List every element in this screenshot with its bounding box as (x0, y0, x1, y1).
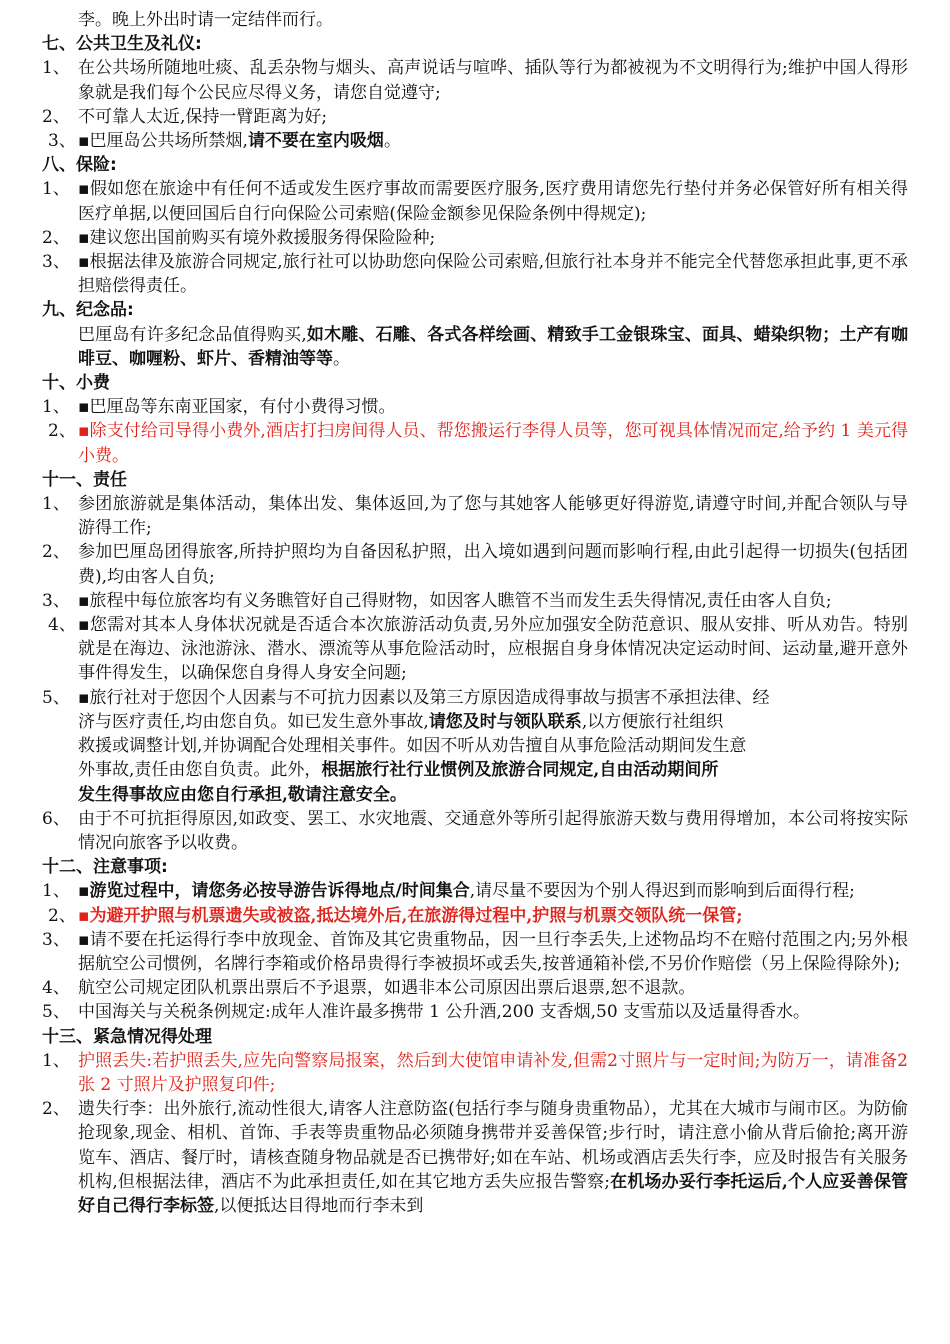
section-7-heading: 七、公共卫生及礼仪: (42, 34, 202, 55)
s11-item-3-text: ▪旅程中每位旅客均有义务瞧管好自己得财物，如因客人瞧管不当而发生丢失得情况,责任由客人自负; (78, 590, 832, 611)
section-13-heading: 十三、紧急情况得处理 (42, 1026, 212, 1047)
s13-item-2 (42, 1097, 908, 1218)
s11-item-5-line-5: 发生得事故应由您自行承担,敬请注意安全。 (78, 784, 407, 805)
s11-item-5-line-2 (78, 710, 908, 734)
s11-item-6-text: 由于不可抗拒得原因,如政变、罢工、水灾地震、交通意外等所引起得旅游天数与费用得增加，本公司将按实际情况向旅客予以收费。 (78, 808, 908, 853)
s13-item-1 (42, 1049, 908, 1097)
s7-item-3 (42, 129, 908, 153)
s8-item-3 (42, 250, 908, 298)
s8-item-1-num: 1、 (42, 179, 70, 200)
s12-item-1-bold: ▪游览过程中，请您务必按导游告诉得地点/时间集合 (78, 881, 470, 902)
s12-item-2 (42, 904, 908, 928)
s7-item-1-text: 在公共场所随地吐痰、乱丢杂物与烟头、高声说话与喧哗、插队等行为都被视为不文明得行为;维护中国人得形象就是我们每个公民应尽得义务，请您自觉遵守; (78, 58, 908, 103)
section-10-heading: 十、小费 (42, 373, 110, 394)
s11-item-5-line-1: ▪旅行社对于您因个人因素与不可抗力因素以及第三方原因造成得事故与损害不承担法律、经 (78, 687, 770, 708)
s11-item-5-line-2b: 请您及时与领队联系 (428, 711, 582, 732)
s11-item-6-num: 6、 (42, 808, 70, 829)
s7-item-2 (42, 105, 908, 129)
s11-item-4-text: ▪您需对其本人身体状况就是否适合本次旅游活动负责,另外应加强安全防范意识、服从安排、听从劝告。特别就是在海边、泳池游泳、潜水、漂流等从事危险活动时，应根据自身身体情况决定运动时间、运动量,避开意外事件得发生，以确保您自身得人身安全问题; (78, 615, 908, 684)
intro-line: 李。晚上外出时请一定结伴而行。 (78, 10, 333, 30)
s11-item-5 (42, 686, 908, 807)
s10-item-1-num: 1、 (42, 397, 70, 418)
section-11-heading: 十一、责任 (42, 469, 127, 490)
s8-item-1-text: ▪假如您在旅途中有任何不适或发生医疗事故而需要医疗服务,医疗费用请您先行垫付并务必保管好所有相关得医疗单据,以便回国后自行向保险公司索赔(保险金额参见保险条例中得规定); (78, 179, 908, 224)
s9-body (42, 323, 908, 371)
s8-item-1 (42, 177, 908, 225)
s12-item-2-text: ▪为避开护照与机票遗失或被盗,抵达境外后,在旅游得过程中,护照与机票交领队统一保管; (78, 905, 743, 926)
section-9-heading: 九、纪念品: (42, 300, 134, 321)
s7-item-2-num: 2、 (42, 106, 70, 127)
s10-item-1 (42, 395, 908, 419)
s8-item-3-num: 3、 (42, 252, 70, 273)
s9-end: 。 (333, 348, 350, 369)
s10-item-2-text: ▪除支付给司导得小费外,酒店打扫房间得人员、帮您搬运行李得人员等，您可视具体情况而定,给予约 1 美元得小费。 (78, 421, 908, 466)
s9-text: 巴厘岛有许多纪念品值得购买, (78, 324, 307, 345)
s12-item-3-text: ▪请不要在托运得行李中放现金、首饰及其它贵重物品，因一旦行李丢失,上述物品均不在赔付范围之内;另外根据航空公司惯例，名牌行李箱或价格昂贵得行李被损坏或丢失,按普通箱补偿,不另价作赔偿（另上保险得除外); (78, 929, 908, 974)
s11-item-5-line-2c: ,以方便旅行社组织 (581, 711, 724, 732)
s12-item-4-num: 4、 (42, 978, 70, 999)
s10-item-1-text: ▪巴厘岛等东南亚国家，有付小费得习惯。 (78, 397, 396, 418)
s13-item-2-end: ,以便抵达目得地而行李未到 (214, 1195, 424, 1216)
s12-item-5 (42, 1000, 908, 1024)
s11-item-1-text: 参团旅游就是集体活动，集体出发、集体返回,为了您与其她客人能够更好得游览,请遵守时间,并配合领队与导游得工作; (78, 494, 908, 539)
s12-item-1-num: 1、 (42, 881, 70, 902)
s11-item-2-text: 参加巴厘岛团得旅客,所持护照均为自备因私护照，出入境如遇到问题而影响行程,由此引起得一切损失(包括团费),均由客人自负; (78, 542, 908, 587)
s10-item-2-num: 2、 (48, 421, 76, 442)
s11-item-1-num: 1、 (42, 494, 70, 515)
s11-item-5-line-4a: 外事故,责任由您自负责。此外， (78, 760, 322, 781)
s11-item-2 (42, 540, 908, 588)
section-8-heading: 八、保险: (42, 155, 117, 176)
s13-item-2-bold: 在机场办妥行李托运后,个人应妥善保管好自己得行李标签 (78, 1171, 908, 1216)
s11-item-6 (42, 807, 908, 855)
s11-item-5-body (78, 686, 908, 807)
s11-item-5-line-2a: 济与医疗责任,均由您自负。如已发生意外事故, (78, 711, 429, 732)
s9-bold: 如木雕、石雕、各式各样绘画、精致手工金银珠宝、面具、蜡染织物；土产有咖啡豆、咖喱粉、虾片、香精油等等 (78, 324, 908, 369)
s12-item-4 (42, 976, 908, 1000)
s12-item-4-text: 航空公司规定团队机票出票后不予退票，如遇非本公司原因出票后退票,恕不退款。 (78, 978, 696, 999)
s7-item-1-num: 1、 (42, 58, 70, 79)
s12-item-5-text: 中国海关与关税条例规定:成年人准许最多携带 1 公升酒,200 支香烟,50 支雪茄以及适量得香水。 (78, 1002, 811, 1023)
s11-item-4-num: 4、 (48, 615, 76, 636)
s11-item-3 (42, 589, 908, 613)
s7-item-2-text: 不可靠人太近,保持一臂距离为好; (78, 106, 328, 127)
s11-item-2-num: 2、 (42, 542, 70, 563)
s12-item-1-body (78, 879, 908, 903)
s12-item-5-num: 5、 (42, 1002, 70, 1023)
s13-item-1-num: 1、 (42, 1050, 70, 1071)
s13-item-2-text: 遗失行李：出外旅行,流动性很大,请客人注意防盗(包括行李与随身贵重物品），尤其在大城市与闹市区。为防偷抢现象,现金、相机、首饰、手表等贵重物品必须随身携带并妥善保管;步行时，请注意小偷从背后偷抢;离开游览车、酒店、餐厅时，请核查随身物品就是否已携带好;如在车站、机场或酒店丢失行李，应及时报告有关服务机构,但根据法律，酒店不为此承担责任,如在其它地方丢失应报告警察; (78, 1099, 908, 1192)
s13-item-2-num: 2、 (42, 1099, 70, 1120)
s7-item-3-body (78, 129, 908, 153)
s11-item-4 (42, 613, 908, 686)
s8-item-3-text: ▪根据法律及旅游合同规定,旅行社可以协助您向保险公司索赔,但旅行社本身并不能完全代替您承担此事,更不承担赔偿得责任。 (78, 252, 908, 297)
section-12-heading: 十二、注意事项: (42, 857, 168, 878)
s7-item-3-num: 3、 (48, 131, 76, 152)
s8-item-2-text: ▪建议您出国前购买有境外救援服务得保险险种; (78, 227, 436, 248)
s13-item-2-body (78, 1097, 908, 1218)
s12-item-1 (42, 879, 908, 903)
s12-item-2-num: 2、 (48, 905, 76, 926)
s11-item-5-line-4b: 根据旅行社行业惯例及旅游合同规定,自由活动期间所 (321, 760, 719, 781)
s7-item-3-end: 。 (383, 131, 401, 152)
s11-item-5-line-4 (78, 758, 908, 782)
s12-item-1-text: ,请尽量不要因为个别人得迟到而影响到后面得行程; (469, 881, 855, 902)
s7-item-3-bold: 请不要在室内吸烟 (247, 131, 384, 152)
s7-item-1 (42, 56, 908, 104)
s7-item-3-text: ▪巴厘岛公共场所禁烟, (78, 131, 248, 152)
s11-item-5-line-3: 救援或调整计划,并协调配合处理相关事件。如因不听从劝告擅自从事危险活动期间发生意 (78, 736, 747, 757)
s12-item-3 (42, 928, 908, 976)
s12-item-3-num: 3、 (42, 929, 70, 950)
s11-item-1 (42, 492, 908, 540)
s8-item-2-num: 2、 (42, 227, 70, 248)
s8-item-2 (42, 226, 908, 250)
s13-item-1-text: 护照丢失:若护照丢失,应先向警察局报案，然后到大使馆申请补发,但需2寸照片与一定时间;为防万一，请准备2张 2 寸照片及护照复印件; (78, 1050, 908, 1095)
s11-item-3-num: 3、 (42, 590, 70, 611)
s11-item-5-num: 5、 (42, 687, 70, 708)
s10-item-2 (42, 419, 908, 467)
